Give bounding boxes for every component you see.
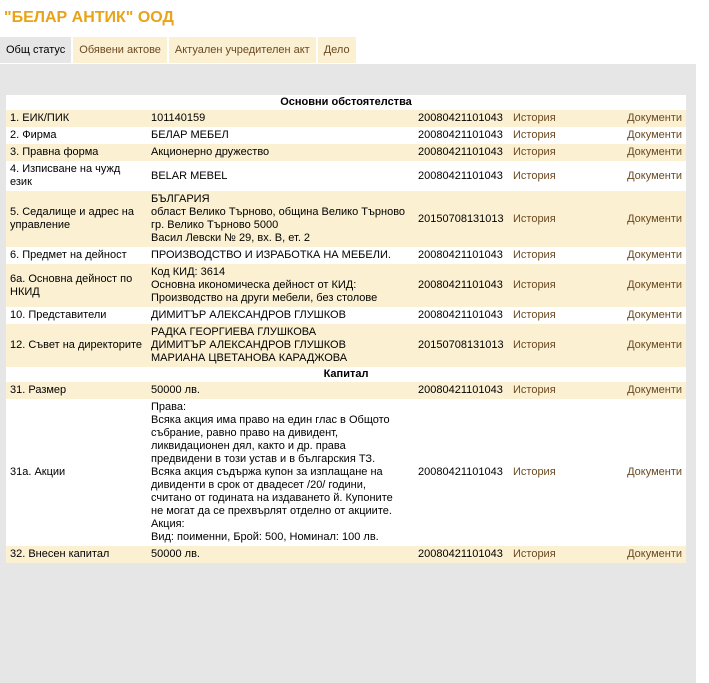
field-value-line: не могат да се прехвърлят отделно от акциите.	[151, 505, 392, 517]
history-cell	[509, 324, 599, 367]
table-row	[6, 161, 686, 191]
field-label: 31. Размер	[6, 382, 147, 399]
field-value-line: Акция:	[151, 518, 185, 530]
documents-cell	[599, 307, 686, 324]
field-value-line: Основна икономическа дейност от КИД:	[151, 279, 357, 291]
tab-current-founding-act[interactable]: Актуален учредителен акт	[169, 37, 316, 63]
field-label: 6а. Основна дейност по НКИД	[6, 264, 147, 307]
field-value-line: гр. Велико Търново 5000	[151, 219, 279, 231]
table-row	[6, 264, 686, 307]
field-label: 3. Правна форма	[6, 144, 147, 161]
field-value	[147, 161, 414, 191]
documents-link[interactable]: Документи	[627, 279, 683, 291]
field-value-line: считано от годината на издаването й. Купоните	[151, 492, 393, 504]
documents-link[interactable]: Документи	[627, 339, 683, 351]
field-value-line: ДИМИТЪР АЛЕКСАНДРОВ ГЛУШКОВ	[151, 339, 346, 351]
content-panel	[0, 64, 696, 683]
field-label: 31а. Акции	[6, 399, 147, 546]
entry-date: 20080421101043	[414, 399, 509, 546]
documents-cell	[599, 264, 686, 307]
field-value-line: 50000 лв.	[151, 384, 200, 396]
field-value	[147, 399, 414, 546]
history-link[interactable]: История	[513, 112, 556, 124]
field-value-line: МАРИАНА ЦВЕТАНОВА КАРАДЖОВА	[151, 352, 348, 364]
history-cell	[509, 399, 599, 546]
field-label: 1. ЕИК/ПИК	[6, 110, 147, 127]
documents-cell	[599, 324, 686, 367]
table-row	[6, 382, 686, 399]
entry-date: 20080421101043	[414, 110, 509, 127]
field-value-line: събрание, равно право на дивидент,	[151, 427, 339, 439]
documents-cell	[599, 144, 686, 161]
field-value-line: Акционерно дружество	[151, 146, 270, 158]
history-cell	[509, 264, 599, 307]
documents-link[interactable]: Документи	[627, 548, 683, 560]
history-link[interactable]: История	[513, 279, 556, 291]
documents-link[interactable]: Документи	[627, 146, 683, 158]
field-value-line: Вид: поименни, Брой: 500, Номинал: 100 лв.	[151, 531, 379, 543]
history-link[interactable]: История	[513, 146, 556, 158]
table-row	[6, 144, 686, 161]
field-value	[147, 324, 414, 367]
documents-link[interactable]: Документи	[627, 384, 683, 396]
tab-general-status[interactable]: Общ статус	[0, 37, 71, 63]
tab-announced-acts[interactable]: Обявени актове	[73, 37, 167, 63]
field-value-line: РАДКА ГЕОРГИЕВА ГЛУШКОВА	[151, 326, 317, 338]
documents-cell	[599, 110, 686, 127]
history-cell	[509, 546, 599, 563]
field-value-line: дивиденти в срок от двадесет /20/ години,	[151, 479, 366, 491]
history-cell	[509, 247, 599, 264]
table-row	[6, 247, 686, 264]
field-value	[147, 247, 414, 264]
history-link[interactable]: История	[513, 249, 556, 261]
history-cell	[509, 382, 599, 399]
field-label: 5. Седалище и адрес на управление	[6, 191, 147, 247]
field-value-line: област Велико Търново, община Велико Търново	[151, 206, 406, 218]
entry-date: 20080421101043	[414, 546, 509, 563]
history-link[interactable]: История	[513, 339, 556, 351]
field-value-line: предвидени в този устав и в българския ТЗ.	[151, 453, 376, 465]
documents-cell	[599, 382, 686, 399]
field-value	[147, 110, 414, 127]
documents-cell	[599, 161, 686, 191]
field-label: 4. Изписване на чужд език	[6, 161, 147, 191]
documents-cell	[599, 399, 686, 546]
documents-link[interactable]: Документи	[627, 212, 683, 225]
field-value-line: Код КИД: 3614	[151, 266, 226, 278]
field-value	[147, 546, 414, 563]
history-link[interactable]: История	[513, 129, 556, 141]
history-link[interactable]: История	[513, 169, 556, 182]
entry-date: 20080421101043	[414, 127, 509, 144]
documents-link[interactable]: Документи	[627, 466, 683, 478]
field-value	[147, 264, 414, 307]
history-link[interactable]: История	[513, 309, 556, 321]
field-value-line: Всяка акция има право на един глас в Общото	[151, 414, 390, 426]
table-row	[6, 307, 686, 324]
table-row	[6, 399, 686, 546]
history-link[interactable]: История	[513, 548, 556, 560]
field-label: 32. Внесен капитал	[6, 546, 147, 563]
entry-date: 20080421101043	[414, 382, 509, 399]
section-header	[6, 95, 686, 110]
table-row	[6, 191, 686, 247]
documents-link[interactable]: Документи	[627, 309, 683, 321]
field-label: 6. Предмет на дейност	[6, 247, 147, 264]
documents-cell	[599, 546, 686, 563]
entry-date: 20080421101043	[414, 161, 509, 191]
history-cell	[509, 144, 599, 161]
section-header	[6, 367, 686, 382]
section-title: Капитал	[6, 367, 686, 382]
documents-cell	[599, 191, 686, 247]
field-value-line: Производство на други мебели, без столове	[151, 292, 378, 304]
documents-link[interactable]: Документи	[627, 112, 683, 124]
history-cell	[509, 307, 599, 324]
field-label: 10. Представители	[6, 307, 147, 324]
field-value	[147, 382, 414, 399]
field-value-line: Всяка акция съдържа купон за изплащане на	[151, 466, 383, 478]
history-cell	[509, 110, 599, 127]
tab-case[interactable]: Дело	[318, 37, 356, 63]
field-value-line: BELAR MEBEL	[151, 169, 228, 182]
documents-cell	[599, 127, 686, 144]
field-value	[147, 307, 414, 324]
entry-date: 20150708131013	[414, 324, 509, 367]
documents-link[interactable]: Документи	[627, 169, 683, 182]
history-link[interactable]: История	[513, 384, 556, 396]
field-value-line: 50000 лв.	[151, 548, 200, 560]
table-row	[6, 546, 686, 563]
history-cell	[509, 127, 599, 144]
entry-date: 20080421101043	[414, 264, 509, 307]
field-value	[147, 144, 414, 161]
field-value-line: ПРОИЗВОДСТВО И ИЗРАБОТКА НА МЕБЕЛИ.	[151, 249, 391, 261]
entry-date: 20150708131013	[414, 191, 509, 247]
field-value-line: 101140159	[151, 112, 206, 124]
entry-date: 20080421101043	[414, 144, 509, 161]
entry-date: 20080421101043	[414, 307, 509, 324]
history-cell	[509, 191, 599, 247]
circumstances-table	[6, 95, 686, 563]
documents-link[interactable]: Документи	[627, 129, 683, 141]
field-value	[147, 127, 414, 144]
table-row	[6, 324, 686, 367]
history-link[interactable]: История	[513, 466, 556, 478]
field-value-line: ДИМИТЪР АЛЕКСАНДРОВ ГЛУШКОВ	[151, 309, 346, 321]
field-value-line: ликвидационен дял, както и др. права	[151, 440, 346, 452]
field-value-line: БЕЛАР МЕБЕЛ	[151, 129, 229, 141]
field-value-line: Васил Левски № 29, вх. В, ет. 2	[151, 232, 311, 244]
table-row	[6, 127, 686, 144]
documents-cell	[599, 247, 686, 264]
table-row	[6, 110, 686, 127]
field-label: 2. Фирма	[6, 127, 147, 144]
documents-link[interactable]: Документи	[627, 249, 683, 261]
field-value-line: Права:	[151, 401, 187, 413]
field-value-line: БЪЛГАРИЯ	[151, 193, 210, 205]
field-value	[147, 191, 414, 247]
history-cell	[509, 161, 599, 191]
section-title: Основни обстоятелства	[6, 95, 686, 110]
company-title: "БЕЛАР АНТИК" ООД	[4, 9, 174, 26]
entry-date: 20080421101043	[414, 247, 509, 264]
history-link[interactable]: История	[513, 212, 556, 225]
tab-bar	[0, 37, 358, 63]
field-label: 12. Съвет на директорите	[6, 324, 147, 367]
